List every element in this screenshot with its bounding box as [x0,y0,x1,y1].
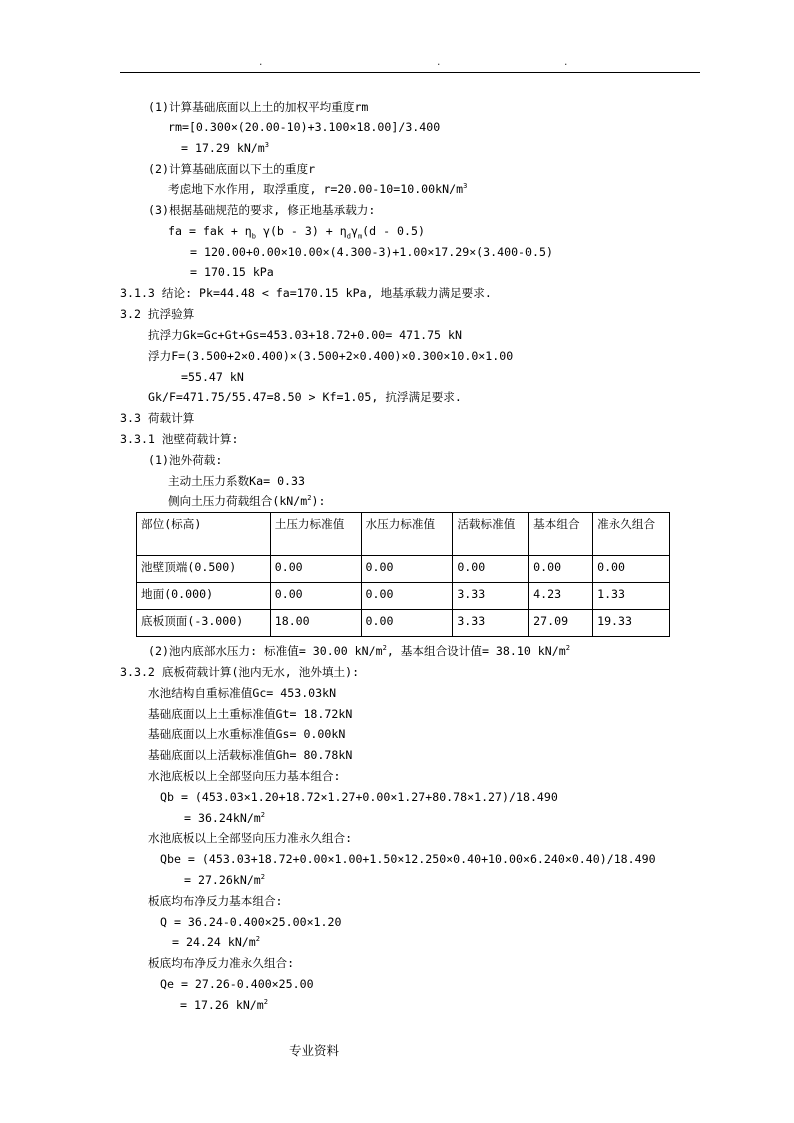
heading-331: 3.3.1 池壁荷载计算: [120,432,239,446]
table-cell: 3.33 [453,610,529,637]
table-cell: 池壁顶端(0.500) [137,556,271,583]
qe-result: = 17.26 $kN/m^2$ [180,998,268,1012]
fa-calc: = 120.00+0.00×10.00×(4.300-3)+1.00×17.29×(3.400-0.5) [190,245,553,259]
item2-title: (2)计算基础底面以下土的重度r [148,162,316,176]
table-header-row [137,513,670,556]
table-header-cell: 部位(标高) [137,513,271,556]
qe-formula: Qe = 27.26-0.400×25.00 [160,977,314,991]
q-result: = 24.24 $kN/m^2$ [172,935,260,949]
table-cell: 0.00 [453,556,529,583]
table-cell: 4.23 [529,583,593,610]
table-header-cell: 准永久组合 [593,513,670,556]
qbe-result: = $27.26kN/m^2$ [184,873,265,887]
item3-title: (3)根据基础规范的要求, 修正地基承载力: [148,203,376,217]
qe-title: 板底均布净反力准永久组合: [148,956,295,970]
fa-formula: fa = fak + $\eta_b$ $\gamma(b - 3) + \eta_d\gamma_m(d - 0.5)$ [168,224,425,241]
item2-text: 考虑地下水作用, 取浮重度, $r=20.00-10=10.00kN/m^3$ [168,182,468,196]
lateral-title: 侧向土压力荷载组合$(kN/m^2)$: [168,494,326,508]
q-title: 板底均布净反力基本组合: [148,894,283,908]
table-cell: 3.33 [453,583,529,610]
outside-load-title: (1)池外荷载: [148,453,223,467]
table-header-cell: 水压力标准值 [361,513,453,556]
table-header-cell: 活载标准值 [453,513,529,556]
table-cell: 0.00 [361,610,453,637]
table-cell: 19.33 [593,610,670,637]
ka-line: 主动土压力系数Ka= 0.33 [168,474,305,488]
table-row [137,583,670,610]
q-formula: Q = 36.24-0.400×25.00×1.20 [160,915,342,929]
header-rule [120,72,700,73]
inside-water-pressure: (2)池内底部水压力: 标准值= 30.00 $kN/m^2$, 基本组合设计值= 38.10 $kN/m^2$ [148,644,570,658]
table-cell: 0.00 [361,583,453,610]
qbe-formula: Qbe = (453.03+18.72+0.00×1.00+1.50×12.250×0.40+10.00×6.240×0.40)/18.490 [160,852,656,866]
table-header-cell: 土压力标准值 [270,513,361,556]
resist-force: 抗浮力Gk=Gc+Gt+Gs=453.03+18.72+0.00= 471.75 kN [148,328,462,342]
table-cell: 27.09 [529,610,593,637]
table-cell: 0.00 [593,556,670,583]
qb-title: 水池底板以上全部竖向压力基本组合: [148,769,341,783]
heading-32: 3.2 抗浮验算 [120,307,195,321]
table-cell: 底板顶面(-3.000) [137,610,271,637]
item1-title: (1)计算基础底面以上土的加权平均重度rm [148,100,369,114]
fa-result: = 170.15 kPa [190,265,274,279]
buoyancy-formula: 浮力F=(3.500+2×0.400)×(3.500+2×0.400)×0.300×10.0×1.00 [148,349,514,363]
table-cell: 0.00 [361,556,453,583]
table-cell: 地面(0.000) [137,583,271,610]
qbe-title: 水池底板以上全部竖向压力准永久组合: [148,831,353,845]
header-dot: . [258,58,264,68]
table-cell: 0.00 [270,556,361,583]
gh-line: 基础底面以上活载标准值Gh= 80.78kN [148,748,353,762]
table-cell: 0.00 [529,556,593,583]
footer-text: 专业资料 [289,1043,340,1058]
table-header-cell: 基本组合 [529,513,593,556]
item1-formula: rm=[0.300×(20.00-10)+3.100×18.00]/3.400 [168,120,441,134]
header-dot: . [436,58,442,68]
heading-332: 3.3.2 底板荷载计算(池内无水, 池外填土): [120,665,360,679]
conclusion-313: 3.1.3 结论: Pk=44.48 < fa=170.15 kPa, 地基承载力满足要求. [120,286,492,300]
qb-result: = $36.24kN/m^2$ [184,811,265,825]
gc-line: 水池结构自重标准值Gc= 453.03kN [148,686,337,700]
header-dots [120,58,700,70]
float-check: Gk/F=471.75/55.47=8.50 > Kf=1.05, 抗浮满足要求. [148,390,462,404]
gt-line: 基础底面以上土重标准值Gt= 18.72kN [148,707,353,721]
qb-formula: Qb = (453.03×1.20+18.72×1.27+0.00×1.27+80.78×1.27)/18.490 [160,790,558,804]
item1-result: = 17.29 $kN/m^3$ [181,141,269,155]
gs-line: 基础底面以上水重标准值Gs= 0.00kN [148,727,346,741]
table-cell: 1.33 [593,583,670,610]
buoyancy-result: =55.47 kN [181,370,244,384]
heading-33: 3.3 荷载计算 [120,411,195,425]
table-row [137,556,670,583]
table-cell: 18.00 [270,610,361,637]
header-dot: . [563,58,569,68]
table-cell: 0.00 [270,583,361,610]
table-row [137,610,670,637]
lateral-load-table [136,512,670,637]
